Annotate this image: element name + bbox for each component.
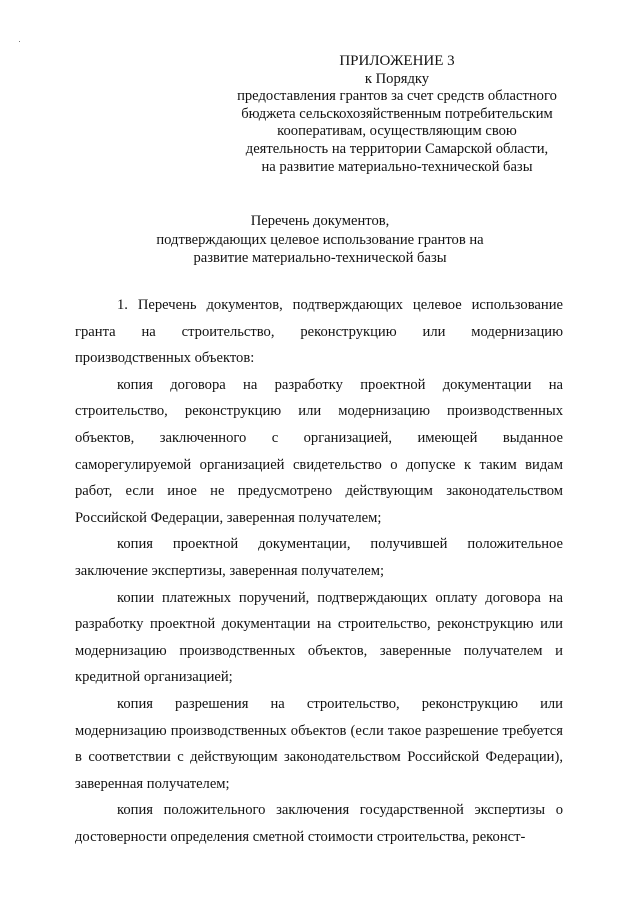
- annex-line: бюджета сельскохозяйственным потребительским: [241, 105, 553, 122]
- document-title: [130, 212, 510, 268]
- body-paragraph: копия разрешения на строительство, реконструкцию или модернизацию производственных объектов (если такое разрешение требуется в соответствии с действующим законодательством Российской Федерации), заверенная получателем;: [75, 695, 563, 792]
- annex-line: кооперативам, осуществляющим свою: [277, 123, 517, 140]
- document-body: [75, 292, 563, 850]
- annex-header: [226, 53, 568, 176]
- annex-line: на развитие материально-технической базы: [261, 158, 533, 175]
- annex-title: ПРИЛОЖЕНИЕ 3: [339, 53, 455, 69]
- document-title-line: подтверждающих целевое использование грантов на: [156, 231, 484, 248]
- scan-speck: [19, 41, 20, 42]
- body-paragraph: копия договора на разработку проектной документации на строительство, реконструкцию или модернизацию производственных объектов, заключенного с организацией, имеющей выданное саморегулируемой организацией свидетельство о допуске к таким видам работ, если иное не предусмотрено действующим законодательством Российской Федерации, заверенная получателем;: [75, 376, 563, 526]
- document-title-line: Перечень документов,: [250, 213, 390, 229]
- document-title-line: развитие материально-технической базы: [193, 250, 447, 267]
- annex-line: предоставления грантов за счет средств областного: [237, 88, 557, 105]
- annex-line: к Порядку: [364, 70, 430, 87]
- body-paragraph: копии платежных поручений, подтверждающих оплату договора на разработку проектной документации на строительство, реконструкцию или модернизацию производственных объектов, заверенные получателем и кредитной организацией;: [75, 589, 563, 686]
- annex-line: деятельность на территории Самарской области,: [245, 140, 549, 157]
- body-paragraph: копия положительного заключения государственной экспертизы о достоверности определения сметной стоимости строительства, реконст-: [75, 802, 563, 845]
- body-paragraph: копия проектной документации, получившей положительное заключение экспертизы, заверенная получателем;: [75, 536, 563, 579]
- body-paragraph: 1. Перечень документов, подтверждающих целевое использование гранта на строительство, реконструкцию или модернизацию производственных объектов:: [75, 297, 563, 367]
